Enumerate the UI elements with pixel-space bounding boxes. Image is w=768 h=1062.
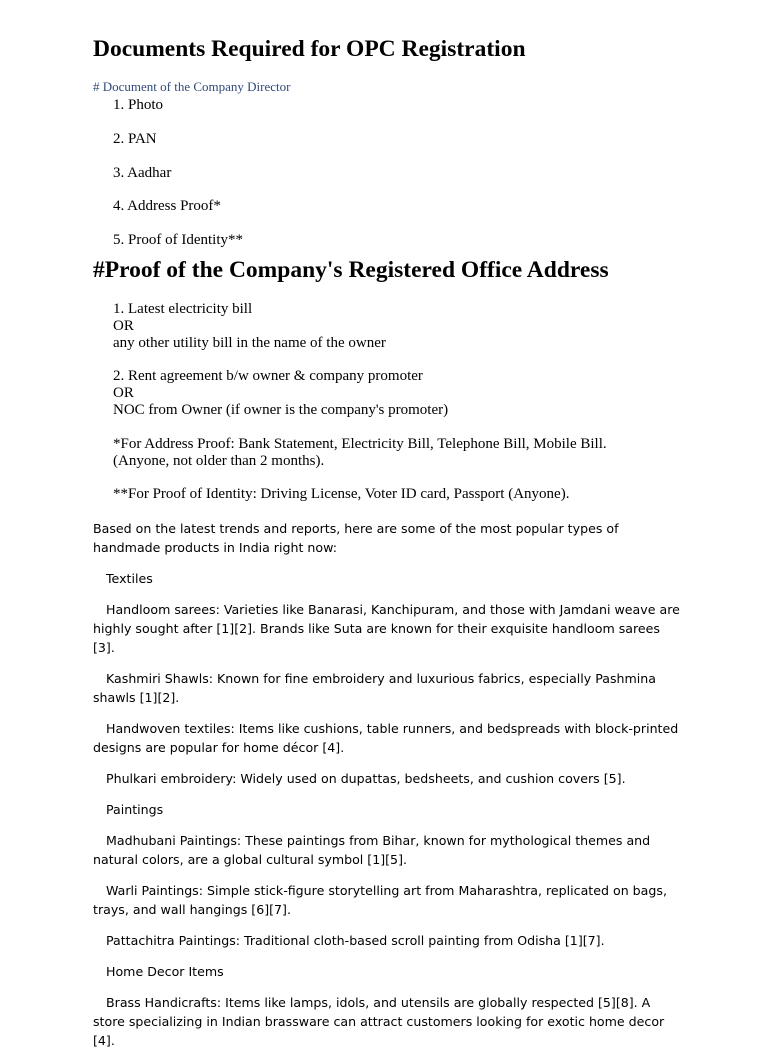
pattachitra-paragraph: Pattachitra Paintings: Traditional cloth-based scroll painting from Odisha [1][7]. bbox=[106, 932, 605, 948]
identity-proof-note-line: **For Proof of Identity: Driving License, Voter ID card, Passport (Anyone). bbox=[113, 486, 570, 503]
home-decor-heading: Home Decor Items bbox=[106, 963, 224, 979]
list-item: 5. Proof of Identity** bbox=[113, 232, 243, 249]
office-item-1 bbox=[113, 301, 683, 352]
office-item-2-line: 2. Rent agreement b/w owner & company promoter bbox=[113, 368, 423, 385]
office-address-heading: #Proof of the Company's Registered Office Address bbox=[93, 256, 609, 283]
office-item-2 bbox=[113, 368, 683, 419]
textiles-heading: Textiles bbox=[106, 570, 153, 586]
list-item: 4. Address Proof* bbox=[113, 198, 221, 215]
handloom-paragraph: Handloom sarees: Varieties like Banarasi, Kanchipuram, and those with Jamdani weave are highly sought after [1][2]. Brands like Suta are known for their exquisite handloom sarees [3]. bbox=[93, 601, 680, 655]
office-item-1-or: OR bbox=[113, 317, 134, 334]
director-documents-heading: # Document of the Company Director bbox=[93, 79, 291, 94]
handmade-trends-section bbox=[93, 519, 683, 1050]
office-item-2-or: OR bbox=[113, 385, 134, 402]
office-address-block bbox=[113, 301, 683, 504]
paintings-heading: Paintings bbox=[106, 801, 164, 817]
office-item-1-alt: any other utility bill in the name of the owner bbox=[113, 334, 386, 351]
brass-paragraph: Brass Handicrafts: Items like lamps, idols, and utensils are globally respected [5][8]. A store specializing in Indian brassware can attract customers looking for exotic home decor [4]. bbox=[93, 994, 665, 1048]
phulkari-paragraph: Phulkari embroidery: Widely used on dupattas, bedsheets, and cushion covers [5]. bbox=[106, 770, 626, 786]
document-page bbox=[93, 36, 683, 1062]
list-item: 3. Aadhar bbox=[113, 164, 172, 181]
page-title: Documents Required for OPC Registration bbox=[93, 36, 526, 62]
address-proof-note bbox=[113, 436, 683, 470]
office-item-1-line: 1. Latest electricity bill bbox=[113, 300, 253, 317]
madhubani-paragraph: Madhubani Paintings: These paintings from Bihar, known for mythological themes and natural colors, are a global cultural symbol [1][5]. bbox=[93, 832, 651, 867]
list-item: 1. Photo bbox=[113, 97, 164, 113]
address-proof-note-validity: (Anyone, not older than 2 months). bbox=[113, 452, 325, 469]
kashmiri-paragraph: Kashmiri Shawls: Known for fine embroidery and luxurious fabrics, especially Pashmina shawls [1][2]. bbox=[93, 670, 657, 705]
trends-intro: Based on the latest trends and reports, here are some of the most popular types of handmade products in India right now: bbox=[93, 520, 619, 555]
identity-proof-note bbox=[113, 486, 683, 503]
list-item: 2. PAN bbox=[113, 130, 157, 147]
address-proof-note-line: *For Address Proof: Bank Statement, Electricity Bill, Telephone Bill, Mobile Bill. bbox=[113, 435, 607, 452]
office-item-2-alt: NOC from Owner (if owner is the company's promoter) bbox=[113, 402, 449, 419]
warli-paragraph: Warli Paintings: Simple stick-figure storytelling art from Maharashtra, replicated on bags, trays, and wall hangings [6][7]. bbox=[93, 882, 667, 917]
director-documents-list bbox=[113, 97, 683, 266]
handwoven-paragraph: Handwoven textiles: Items like cushions, table runners, and bedspreads with block-printed designs are popular for home décor [4]. bbox=[93, 720, 679, 755]
